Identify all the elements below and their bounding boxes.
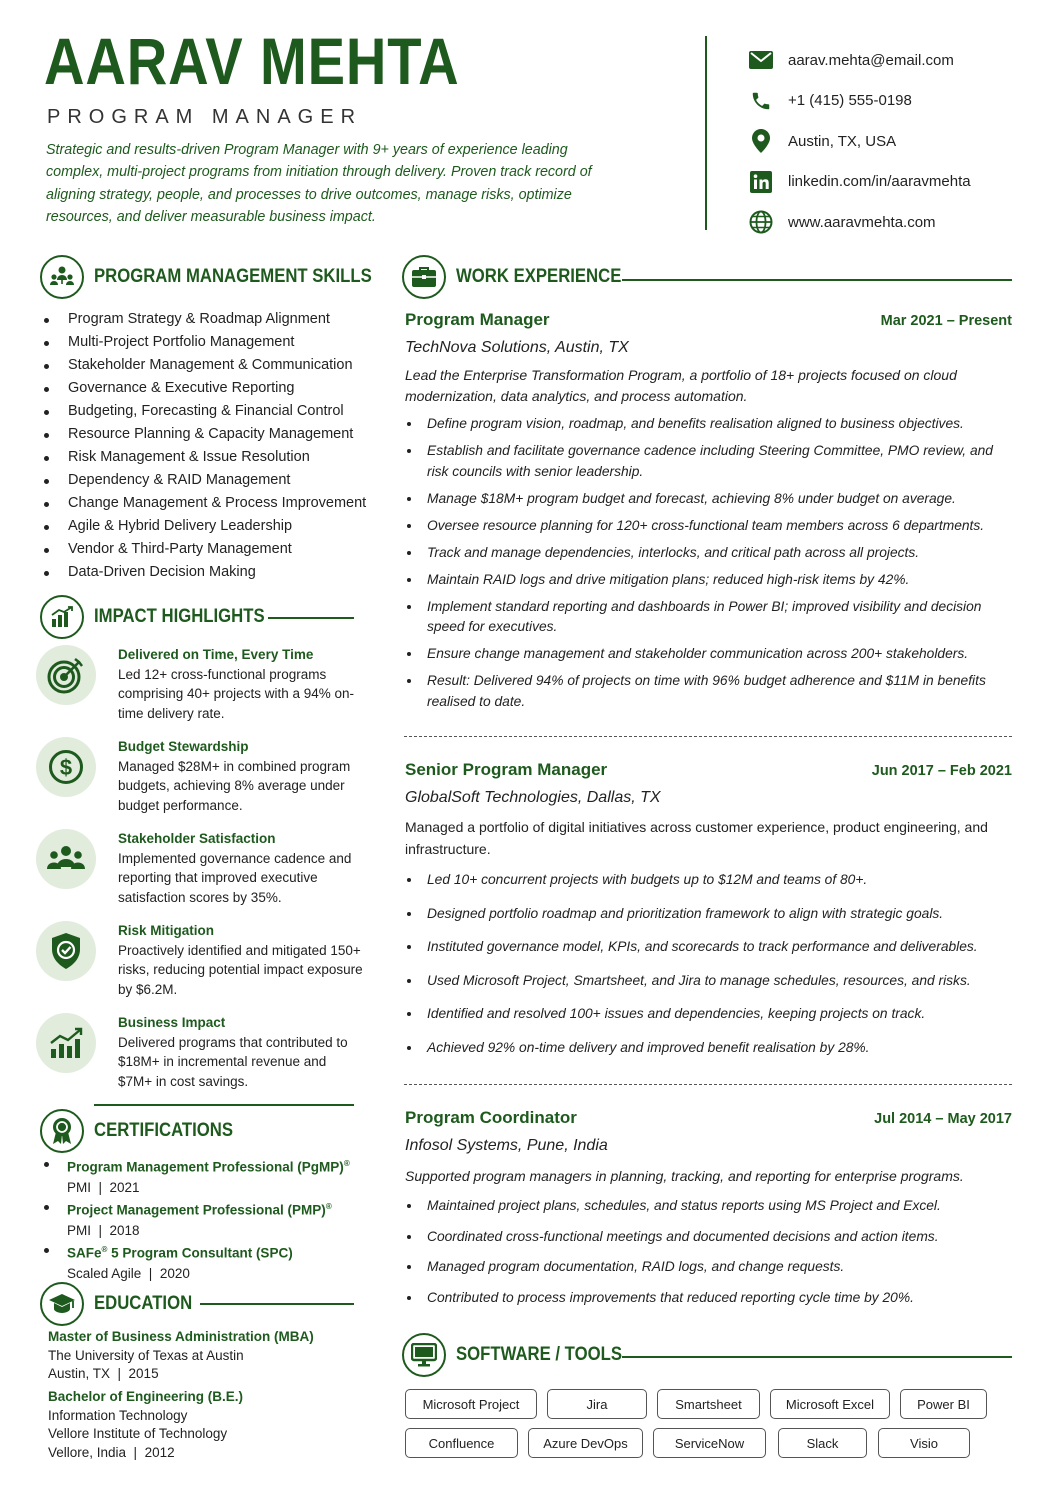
list-item: Resource Planning & Capacity Management (44, 423, 366, 446)
job-dates: Jun 2017 – Feb 2021 (871, 763, 1012, 779)
section-title-certifications: CERTIFICATIONS (94, 1120, 234, 1141)
list-item: Manage $18M+ program budget and forecast, achieving 8% under budget on average. (405, 489, 1012, 510)
tool-tag: Smartsheet (657, 1389, 760, 1419)
tool-tag: Jira (547, 1389, 647, 1419)
list-item: Instituted governance model, KPIs, and scorecards to track performance and deliverables. (405, 937, 1012, 958)
job-divider (404, 1084, 1012, 1085)
section-title-skills: PROGRAM MANAGEMENT SKILLS (94, 266, 372, 287)
education-item (48, 1328, 314, 1384)
job-summary: Supported program managers in planning, tracking, and reporting for enterprise programs. (405, 1168, 964, 1184)
candidate-name: AARAV MEHTA (44, 24, 460, 98)
list-item: Data-Driven Decision Making (44, 561, 366, 584)
cert-meta: PMI | 2018 (67, 1222, 140, 1238)
award-ribbon-icon (40, 1109, 84, 1153)
contact-phone-text: +1 (415) 555-0198 (788, 92, 912, 110)
list-item: Used Microsoft Project, Smartsheet, and Jira to manage schedules, resources, and risks. (405, 971, 1012, 992)
mail-icon (748, 47, 774, 73)
phone-icon (748, 88, 774, 114)
tool-tag: Azure DevOps (528, 1428, 643, 1458)
cert-title: Program Management Professional (PgMP)® (67, 1159, 350, 1175)
highlight-desc: Implemented governance cadence and reporting that improved executive satisfaction scores by 35%. (118, 851, 352, 905)
list-item (44, 1154, 350, 1197)
list-item: Oversee resource planning for 120+ cross-functional team members across 6 departments. (405, 516, 1012, 537)
highlight-desc: Managed $28M+ in combined program budgets, achieving 8% average under budget performance. (118, 759, 351, 813)
contact-email-text: aarav.mehta@email.com (788, 51, 954, 69)
list-item: Governance & Executive Reporting (44, 377, 366, 400)
section-header-highlights (40, 595, 288, 639)
list-item: Vendor & Third-Party Management (44, 538, 366, 561)
list-item: Coordinated cross-functional meetings and documented decisions and action items. (405, 1227, 1012, 1248)
education-line: Austin, TX | 2015 (48, 1366, 159, 1381)
list-item: Change Management & Process Improvement (44, 492, 366, 515)
section-header-certifications (40, 1109, 252, 1153)
job-bullets (405, 414, 1012, 712)
job-title: Program Coordinator (405, 1108, 577, 1127)
linkedin-icon (748, 169, 774, 195)
team-icon (40, 255, 84, 299)
list-item: Risk Management & Issue Resolution (44, 446, 366, 469)
header-divider (705, 36, 707, 230)
contact-linkedin[interactable] (748, 162, 971, 203)
cert-title: Project Management Professional (PMP)® (67, 1202, 332, 1218)
list-item: Track and manage dependencies, interlocks, and critical path across all projects. (405, 543, 1012, 564)
list-item: Designed portfolio roadmap and prioritization framework to align with strategic goals. (405, 904, 1012, 925)
highlight-desc: Delivered programs that contributed to $18M+ in incremental revenue and $7M+ in cost savings. (118, 1035, 348, 1089)
job-company: TechNova Solutions, Austin, TX (405, 339, 629, 356)
education-item (48, 1388, 243, 1462)
job-dates: Jul 2014 – May 2017 (874, 1111, 1012, 1127)
graduation-cap-icon (40, 1282, 84, 1326)
list-item: Maintain RAID logs and drive mitigation plans; reduced high-risk items by 42%. (405, 570, 1012, 591)
education-line: The University of Texas at Austin (48, 1347, 244, 1363)
highlight-title: Risk Mitigation (118, 923, 215, 938)
target-icon (36, 645, 96, 705)
contact-location (748, 121, 971, 162)
shield-check-icon (36, 921, 96, 981)
job-entry (405, 1108, 1012, 1308)
job-divider (404, 736, 1012, 737)
tool-tag: ServiceNow (653, 1428, 766, 1458)
list-item (44, 1197, 350, 1240)
section-title-tools: SOFTWARE / TOOLS (456, 1344, 622, 1365)
highlight-item (36, 829, 366, 907)
bar-chart-icon (40, 595, 84, 639)
job-company: GlobalSoft Technologies, Dallas, TX (405, 789, 661, 806)
section-header-experience (402, 255, 644, 299)
list-item: Ensure change management and stakeholder communication across 200+ stakeholders. (405, 644, 1012, 665)
degree-title: Bachelor of Engineering (B.E.) (48, 1389, 244, 1404)
growth-chart-icon (36, 1013, 96, 1073)
tool-tag: Microsoft Project (405, 1389, 537, 1419)
location-icon (748, 128, 774, 154)
contact-email[interactable] (748, 40, 971, 81)
highlight-title: Budget Stewardship (118, 739, 249, 754)
list-item: Maintained project plans, schedules, and status reports using MS Project and Excel. (405, 1196, 1012, 1217)
education-line: Vellore Institute of Technology (48, 1426, 228, 1441)
briefcase-icon (402, 255, 446, 299)
contact-list (748, 40, 971, 243)
highlight-desc: Led 12+ cross-functional programs comprising 40+ projects with a 94% on-time delivery rate. (118, 667, 354, 721)
contact-website-text: www.aaravmehta.com (788, 213, 936, 231)
cert-meta: Scaled Agile | 2020 (67, 1265, 190, 1281)
section-rule (94, 1104, 354, 1106)
contact-phone[interactable] (748, 81, 971, 122)
list-item: Agile & Hybrid Delivery Leadership (44, 515, 366, 538)
job-title: Program Manager (405, 310, 550, 329)
list-item: Define program vision, roadmap, and benefits realisation aligned to business objectives. (405, 414, 1012, 435)
tool-tag: Confluence (405, 1428, 518, 1458)
list-item: Achieved 92% on-time delivery and improved benefit realisation by 28%. (405, 1038, 1012, 1059)
highlight-item (36, 921, 366, 999)
highlight-title: Business Impact (118, 1015, 226, 1030)
job-entry (405, 760, 1012, 1058)
highlight-item (36, 737, 366, 815)
section-header-skills (40, 255, 410, 299)
contact-location-text: Austin, TX, USA (788, 132, 897, 150)
svg-text:$: $ (59, 755, 73, 780)
cert-title: SAFe® 5 Program Consultant (SPC) (67, 1245, 293, 1261)
certifications-list (44, 1154, 350, 1283)
job-summary: Lead the Enterprise Transformation Program, a portfolio of 18+ projects focused on cloud modernization, data analytics, and process automation. (405, 367, 957, 404)
job-bullets (405, 870, 1012, 1058)
list-item: Contributed to process improvements that reduced reporting cycle time by 20%. (405, 1288, 1012, 1309)
section-title-experience: WORK EXPERIENCE (456, 266, 622, 287)
section-title-highlights: IMPACT HIGHLIGHTS (94, 606, 265, 627)
list-item: Stakeholder Management & Communication (44, 354, 366, 377)
profile-summary: Strategic and results-driven Program Manager with 9+ years of experience leading complex, multi-project programs from initiation through delivery. Proven track record of aligning strategy, people, and processes to drive outcomes, manage risks, optimize resources, and deliver measurable business impact. (46, 142, 592, 226)
list-item: Budgeting, Forecasting & Financial Control (44, 400, 366, 423)
highlight-item (36, 1013, 366, 1091)
section-rule (622, 1356, 1012, 1358)
tool-tag: Power BI (900, 1389, 987, 1419)
candidate-role: PROGRAM MANAGER (47, 106, 363, 128)
highlight-item (36, 645, 366, 723)
degree-title: Master of Business Administration (MBA) (48, 1329, 314, 1344)
contact-linkedin-text: linkedin.com/in/aaravmehta (788, 173, 971, 191)
list-item: Establish and facilitate governance cadence including Steering Committee, PMO review, and risk councils with senior leadership. (405, 441, 1012, 482)
list-item: Implement standard reporting and dashboards in Power BI; improved visibility and decision speed for executives. (405, 597, 1012, 638)
job-summary: Managed a portfolio of digital initiatives across customer experience, product engineering, and infrastructure. (405, 819, 988, 857)
list-item: Multi-Project Portfolio Management (44, 331, 366, 354)
section-title-education: EDUCATION (94, 1293, 193, 1314)
cert-meta: PMI | 2021 (67, 1179, 140, 1195)
list-item: Managed program documentation, RAID logs, and change requests. (405, 1257, 1012, 1278)
list-item: Result: Delivered 94% of projects on time with 96% budget adherence and $11M in benefits realised to date. (405, 671, 1012, 712)
education-line: Vellore, India | 2012 (48, 1444, 175, 1460)
job-dates: Mar 2021 – Present (880, 313, 1012, 329)
section-rule (622, 279, 1012, 281)
list-item: Program Strategy & Roadmap Alignment (44, 308, 366, 331)
section-header-tools (402, 1333, 645, 1377)
globe-icon (748, 209, 774, 235)
highlight-title: Stakeholder Satisfaction (118, 831, 276, 846)
list-item: Identified and resolved 100+ issues and dependencies, keeping projects on track. (405, 1004, 1012, 1025)
monitor-icon (402, 1333, 446, 1377)
job-company: Infosol Systems, Pune, India (405, 1137, 608, 1154)
contact-website[interactable] (748, 202, 971, 243)
tool-tag: Microsoft Excel (770, 1389, 890, 1419)
job-title: Senior Program Manager (405, 760, 608, 779)
tool-tag: Slack (778, 1428, 867, 1458)
list-item: Dependency & RAID Management (44, 469, 366, 492)
section-rule (268, 617, 354, 619)
skills-list (44, 308, 366, 584)
highlight-title: Delivered on Time, Every Time (118, 647, 314, 662)
tool-tag: Visio (878, 1428, 970, 1458)
dollar-icon (36, 737, 96, 797)
job-entry (405, 310, 1012, 712)
list-item (44, 1240, 350, 1283)
highlight-desc: Proactively identified and mitigated 150+ risks, reducing potential impact exposure by $6.2M. (118, 943, 363, 997)
list-item: Led 10+ concurrent projects with budgets up to $12M and teams of 80+. (405, 870, 1012, 891)
group-icon (36, 829, 96, 889)
education-line: Information Technology (48, 1407, 188, 1423)
section-header-education (40, 1282, 206, 1326)
job-bullets (405, 1196, 1012, 1308)
section-rule (200, 1303, 354, 1305)
